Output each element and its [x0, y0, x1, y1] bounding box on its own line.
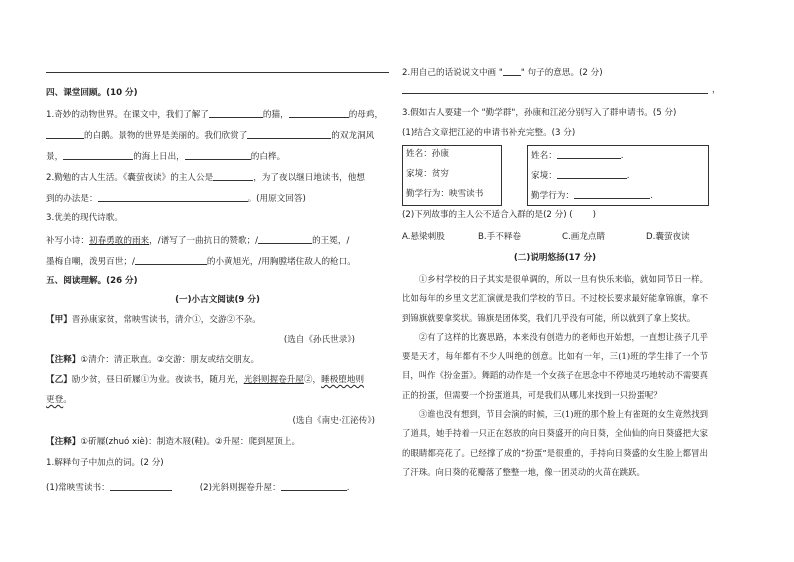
- question-3-line-1: 3.优美的现代诗歌。: [46, 213, 123, 223]
- blank-wangmian[interactable]: [258, 234, 312, 244]
- passage-paragraph-2: ②有了这样的比赛思路，本来没有创造力的老师也开始想，一直想让孩子几乎要是天才，每年都有不少人叫绝的创意。比如有一年，三(1)班的学生排了一个节目，叫作《扮金蛋》。舞蹈的动作是一个女孩子在思念中不停地灵巧地转动不需要真正的扮蛋，但需要一个扮蛋道具，可是我们从哪儿来找到一只扮蛋呢？: [402, 331, 708, 400]
- blank-method[interactable]: [98, 192, 248, 202]
- blank-protagonist[interactable]: [213, 171, 253, 181]
- passage-yi-source: (选自《南史·江泌传》): [292, 416, 375, 426]
- blank-cave[interactable]: [247, 129, 331, 139]
- blank-hen[interactable]: [289, 108, 349, 118]
- passage-paragraph-1: ①乡村学校的日子其实是很单调的，所以一旦有快乐来临，就如同节日一样。比如每年的乡里文艺汇演就是我们学校的节日。不过校长要求最好能拿锦旗，拿不到锦旗就要拿奖状。锦旗是团体奖，我们几乎没有可能，所以就到了拿上奖状。: [402, 274, 708, 323]
- subsection-1-title: (一)小古文阅读(9 分): [175, 295, 260, 305]
- answer-line-comma: ，: [712, 85, 721, 95]
- blank-goose[interactable]: [46, 129, 84, 139]
- question-3-line-3: 墨梅自嘲，泼男百世；/ 的小黄旭光，/用胸膛堵住敌人的枪口。: [46, 257, 356, 267]
- question-1-line-3: 景， 的海上日出， 的白桦。: [46, 152, 286, 162]
- passage-yi-line-1: 【乙】励少贫，昼日斫屧①为业。夜读书，随月光，光斜则握卷升屋②，睡极堕地则: [46, 375, 365, 385]
- blank-underline-mark: [503, 66, 521, 76]
- passage-paragraph-3: ③谁也没有想到，节目会演的时候，三(1)班的那个脸上有雀斑的女生竟然找到了道具，她手持着一只正在怒放的向日葵盛开的向日葵，全仙仙的向日葵盛把大家的眼睛都亮花了。已经撑了成的“扮蛋”是很重的，手持向日葵盛的女生脸上都冒出了汗珠。向日葵的花瓣落了整整一地，像一团灵动的火苗在跳跃。: [402, 409, 708, 477]
- question-2-line-2: 到的办法是： 。(用原文回答): [46, 194, 306, 204]
- blank-sunrise[interactable]: [63, 150, 133, 160]
- question-r3-2: (2)下列故事的主人公不适合入群的是(2 分) ( ): [402, 210, 597, 220]
- card1-name: 姓名：孙康: [406, 149, 449, 159]
- blank-card2-name[interactable]: [557, 149, 621, 159]
- option-a[interactable]: A.悬梁刺股: [402, 232, 445, 242]
- reading-passage: [402, 270, 708, 482]
- card1-action: 勤学行为：映雪读书: [406, 189, 484, 199]
- passage-yi-line-2: 更登。: [46, 395, 72, 405]
- passage-jia-source: (选自《孙氏世录》): [283, 335, 355, 345]
- subsection-2-title: (二)说明悠扬(17 分): [513, 253, 597, 263]
- option-c[interactable]: C.画龙点睛: [562, 232, 606, 242]
- blank-card2-home[interactable]: [557, 169, 627, 179]
- blank-birch[interactable]: [185, 150, 251, 160]
- card2-name: 姓名： .: [531, 151, 624, 161]
- section-4-heading: 四、课堂回顾。(10 分): [46, 88, 138, 98]
- blank-card2-action[interactable]: [574, 189, 650, 199]
- blank-explain-2[interactable]: [281, 481, 347, 491]
- question-r2: 2.用自己的话说说文中画 " " 句子的意思。(2 分): [402, 68, 603, 78]
- question-1-line-1: 1.奇妙的动物世界。在课文中，我们了解了 的猫， 的母鸡，: [46, 110, 384, 120]
- application-card-jiangmi: [527, 145, 709, 206]
- options-row: [402, 232, 690, 243]
- note-1: 【注释】①清介：清正耿直。②交游：朋友或结交朋友。: [46, 355, 260, 365]
- reading-question-1: 1.解释句子中加点的词。(2 分): [46, 458, 164, 468]
- application-card-sunkang: [402, 145, 502, 206]
- blank-explain-1[interactable]: [110, 481, 172, 491]
- card1-home: 家境：贫穷: [406, 169, 449, 179]
- question-3-line-2: 补写小诗：初春勇敢的雨来，/谱写了一曲抗日的赞歌；/ 的王冕，/: [46, 236, 350, 246]
- blank-cat[interactable]: [209, 108, 263, 118]
- question-r3-1: (1)结合文章把江泌的申请书补充完整。(3 分): [402, 128, 576, 138]
- card2-home: 家境： .: [531, 171, 630, 181]
- note-2: 【注释】①斫屧(zhuó xiè)：制造木屐(鞋)。②升屋：爬到屋顶上。: [46, 437, 301, 447]
- section-5-heading: 五、阅读理解。(26 分): [46, 276, 138, 286]
- option-b[interactable]: B.手不释卷: [478, 232, 522, 242]
- passage-jia: 【甲】晋孙康家贫，常映雪读书，清介①，交游②不杂。: [46, 315, 261, 325]
- answer-line: [46, 72, 389, 73]
- question-r3: 3.假如古人要建一个 "勤学群"，孙康和江泌分别写入了群申请书。(5 分): [402, 108, 677, 118]
- question-1-line-2: 的白鹅。景物的世界是美丽的。我们欣赏了 的双龙洞风: [46, 129, 374, 142]
- reading-question-1-items: (1)常映雪读书： (2)光斜则握卷升屋： .: [46, 483, 350, 493]
- option-d[interactable]: D.囊萤夜读: [646, 232, 690, 242]
- blank-huangxuguang[interactable]: [135, 255, 207, 265]
- answer-line-r2[interactable]: [402, 93, 708, 94]
- card2-action: 勤学行为： .: [531, 191, 653, 201]
- question-2-line-1: 2.勤勉的古人生活。《囊萤夜读》的主人公是 ，为了夜以继日地读书，他想: [46, 173, 365, 183]
